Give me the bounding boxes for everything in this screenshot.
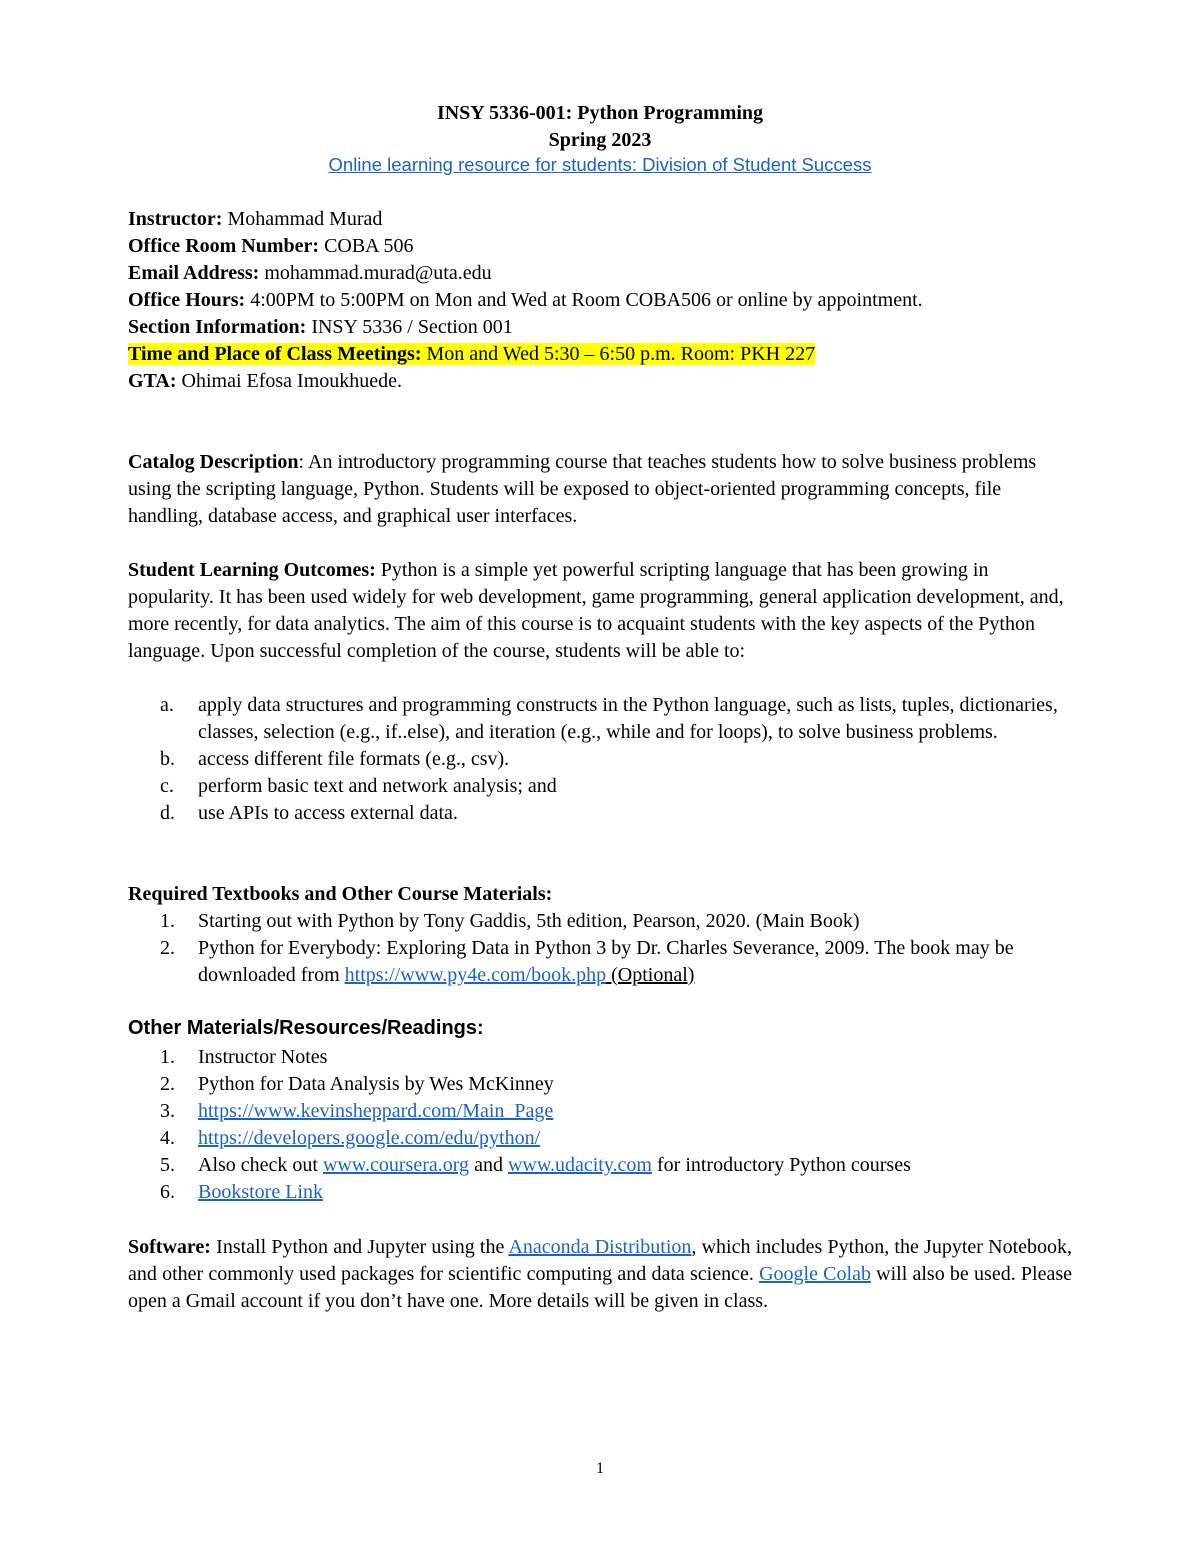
list-marker: a. — [160, 694, 174, 716]
list-item-text: apply data structures and programming constructs in the Python language, such as lists, tuples, dictionaries, classes, selection (e.g., if..else), and iteration (e.g., while and for loops), to solve business problems. — [198, 694, 1058, 743]
list-marker: b. — [160, 748, 175, 770]
catalog-colon: : — [298, 451, 305, 473]
software-paragraph — [128, 1234, 1072, 1315]
gta-label: GTA: — [128, 370, 177, 392]
office-hours-value: 4:00PM to 5:00PM on Mon and Wed at Room COBA506 or online by appointment. — [245, 289, 923, 311]
google-python-link[interactable]: https://developers.google.com/edu/python/ — [198, 1127, 541, 1149]
instructor-label: Instructor: — [128, 208, 223, 230]
list-item — [160, 746, 1072, 773]
software-text: will also be used. Please open a Gmail account if you don’t have one. More details will be given in class. — [128, 1263, 1073, 1312]
other-materials-heading: Other Materials/Resources/Readings: — [128, 1017, 484, 1039]
catalog-description — [128, 449, 1072, 530]
list-item — [160, 692, 1072, 746]
textbooks-heading — [128, 881, 552, 908]
catalog-text: An introductory programming course that teaches students how to solve business problems using the scripting language, Python. Students will be exposed to object-oriented programming concepts, file handling, database access, and graphical user interfaces. — [128, 451, 1037, 527]
list-item-text: Instructor Notes — [198, 1046, 328, 1068]
list-item — [160, 1179, 1072, 1206]
list-item-text: for introductory Python courses — [652, 1154, 911, 1176]
outcomes-list — [160, 692, 1072, 827]
textbooks-label: Required Textbooks and Other Course Materials: — [128, 883, 553, 905]
list-item-text: Python for Everybody: Exploring Data in Python 3 by Dr. Charles Severance, 2009. The book may be downloaded from — [198, 937, 1014, 986]
learning-outcomes — [128, 557, 1072, 665]
textbooks-list — [160, 908, 1072, 989]
class-meetings-label: Time and Place of Class Meetings: — [128, 343, 422, 365]
udacity-link[interactable]: www.udacity.com — [507, 1154, 652, 1176]
gta-value: Ohimai Efosa Imoukhuede. — [176, 370, 403, 392]
resource-link-row — [0, 154, 1200, 176]
list-item-text: access different file formats (e.g., csv). — [198, 748, 510, 770]
optional-note: (Optional) — [606, 964, 695, 986]
coursera-link[interactable]: www.coursera.org — [322, 1154, 470, 1176]
instructor-value: Mohammad Murad — [222, 208, 383, 230]
section-line — [128, 314, 513, 341]
list-marker: 2. — [160, 937, 175, 959]
list-item-text: Also check out — [198, 1154, 323, 1176]
term: Spring 2023 — [548, 129, 652, 151]
software-text: Install Python and Jupyter using the — [210, 1236, 509, 1258]
list-item — [160, 1152, 1072, 1179]
list-marker: d. — [160, 802, 175, 824]
other-materials-list — [160, 1044, 1072, 1206]
office-hours-line — [128, 287, 923, 314]
outcomes-label: Student Learning Outcomes: — [128, 559, 376, 581]
list-item — [160, 935, 1072, 989]
student-success-link[interactable]: Online learning resource for students: Division of Student Success — [328, 154, 872, 175]
list-item — [160, 800, 1072, 827]
software-text: , which includes Python, the Jupyter Notebook, and other commonly used packages for scientific computing and data science. — [128, 1236, 1072, 1285]
class-meetings-value: Mon and Wed 5:30 – 6:50 p.m. Room: PKH 227 — [421, 343, 816, 365]
email-value: mohammad.murad@uta.edu — [259, 262, 492, 284]
py4e-link[interactable]: https://www.py4e.com/book.php — [344, 964, 607, 986]
course-title: INSY 5336-001: Python Programming — [436, 102, 764, 124]
list-marker: 5. — [160, 1154, 175, 1176]
list-item — [160, 1071, 1072, 1098]
list-item-text: perform basic text and network analysis; and — [198, 775, 557, 797]
google-colab-link[interactable]: Google Colab — [759, 1263, 871, 1285]
office-hours-label: Office Hours: — [128, 289, 246, 311]
gta-line — [128, 368, 402, 395]
anaconda-link[interactable]: Anaconda Distribution — [508, 1236, 692, 1258]
list-marker: c. — [160, 775, 174, 797]
page-number: 1 — [596, 1460, 604, 1477]
list-marker: 1. — [160, 1046, 175, 1068]
bookstore-link[interactable]: Bookstore Link — [198, 1181, 323, 1203]
section-value: INSY 5336 / Section 001 — [306, 316, 513, 338]
office-value: COBA 506 — [319, 235, 414, 257]
outcomes-text: Python is a simple yet powerful scripting language that has been growing in popularity. It has been used widely for web development, game programming, general application development, and, more recently, for data analytics. The aim of this course is to acquaint students with the key aspects of the Python language. Upon successful completion of the course, students will be able to: — [128, 559, 1064, 662]
list-marker: 2. — [160, 1073, 175, 1095]
office-line — [128, 233, 414, 260]
kevinsheppard-link[interactable]: https://www.kevinsheppard.com/Main_Page — [198, 1100, 554, 1122]
class-meetings-line — [128, 341, 815, 368]
list-item-text: Starting out with Python by Tony Gaddis, 5th edition, Pearson, 2020. (Main Book) — [198, 910, 860, 932]
email-label: Email Address: — [128, 262, 260, 284]
list-item — [160, 773, 1072, 800]
list-marker: 1. — [160, 910, 175, 932]
catalog-label: Catalog Description — [128, 451, 299, 473]
list-item — [160, 908, 1072, 935]
list-item — [160, 1044, 1072, 1071]
list-item — [160, 1098, 1072, 1125]
list-item-text: and — [469, 1154, 508, 1176]
software-label: Software: — [128, 1236, 211, 1258]
list-item-text: use APIs to access external data. — [198, 802, 458, 824]
instructor-line — [128, 206, 382, 233]
list-marker: 4. — [160, 1127, 175, 1149]
list-marker: 3. — [160, 1100, 175, 1122]
email-line — [128, 260, 492, 287]
office-label: Office Room Number: — [128, 235, 320, 257]
list-item — [160, 1125, 1072, 1152]
list-marker: 6. — [160, 1181, 175, 1203]
list-item-text: Python for Data Analysis by Wes McKinney — [198, 1073, 554, 1095]
section-label: Section Information: — [128, 316, 307, 338]
